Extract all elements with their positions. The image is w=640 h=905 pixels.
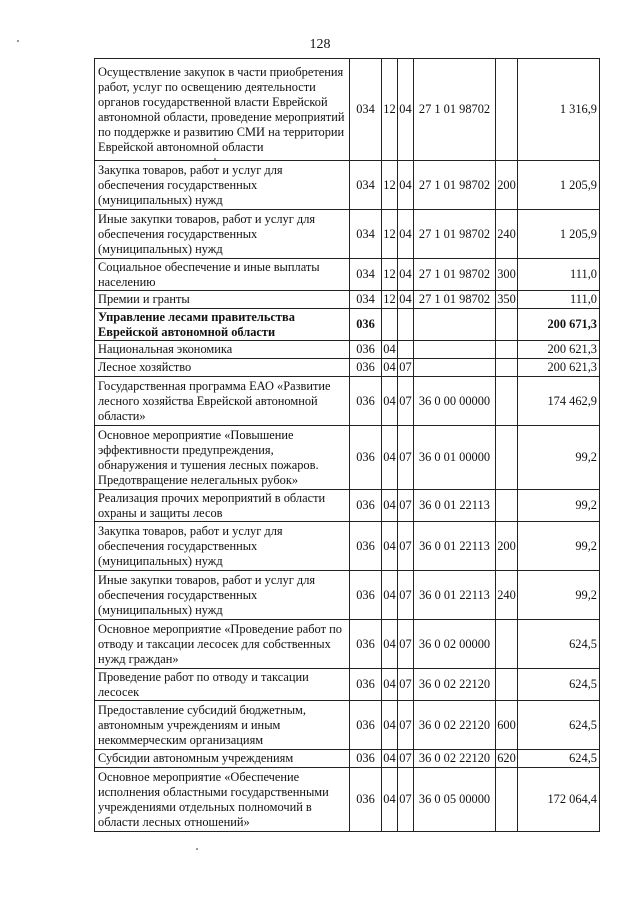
row-grbs-code: 036 xyxy=(350,750,382,768)
row-expense-type xyxy=(496,768,518,832)
row-expense-type: 240 xyxy=(496,571,518,620)
row-amount: 624,5 xyxy=(518,620,600,669)
table-row xyxy=(95,620,600,669)
row-grbs-code: 036 xyxy=(350,359,382,377)
row-expense-type xyxy=(496,620,518,669)
row-subsection-code: 07 xyxy=(398,571,414,620)
row-name: Премии и гранты xyxy=(95,291,350,309)
row-name: Основное мероприятие «Проведение работ по отводу и таксации лесосек для собственных нужд граждан» xyxy=(95,620,350,669)
row-amount: 200 671,3 xyxy=(518,309,600,341)
row-expense-type xyxy=(496,377,518,426)
row-grbs-code: 034 xyxy=(350,259,382,291)
table-row xyxy=(95,426,600,490)
row-grbs-code: 036 xyxy=(350,620,382,669)
table-row xyxy=(95,490,600,522)
row-section-code: 04 xyxy=(382,359,398,377)
row-grbs-code: 036 xyxy=(350,522,382,571)
row-section-code: 04 xyxy=(382,490,398,522)
row-subsection-code: 07 xyxy=(398,490,414,522)
row-section-code: 04 xyxy=(382,669,398,701)
row-name: Закупка товаров, работ и услуг для обеспечения государственных (муниципальных) нужд xyxy=(95,522,350,571)
row-grbs-code: 036 xyxy=(350,309,382,341)
row-target-code: 27 1 01 98702 xyxy=(414,161,496,210)
row-subsection-code: 07 xyxy=(398,768,414,832)
row-section-code: 12 xyxy=(382,59,398,161)
row-amount: 172 064,4 xyxy=(518,768,600,832)
row-target-code: 36 0 02 00000 xyxy=(414,620,496,669)
table-row xyxy=(95,291,600,309)
row-grbs-code: 036 xyxy=(350,426,382,490)
row-grbs-code: 036 xyxy=(350,768,382,832)
row-grbs-code: 036 xyxy=(350,669,382,701)
row-target-code: 36 0 01 22113 xyxy=(414,522,496,571)
row-amount: 99,2 xyxy=(518,490,600,522)
row-amount: 1 316,9 xyxy=(518,59,600,161)
budget-table xyxy=(94,58,600,832)
row-name: Осуществление закупок в части приобретения работ, услуг по освещению деятельности органов государственной власти Еврейской автономной области, проведение мероприятий по поддержке и развитию СМИ на территории Еврейской автономной области xyxy=(95,59,350,161)
row-section-code: 04 xyxy=(382,571,398,620)
table-row xyxy=(95,522,600,571)
row-name: Субсидии автономным учреждениям xyxy=(95,750,350,768)
table-row xyxy=(95,210,600,259)
row-amount: 99,2 xyxy=(518,426,600,490)
row-expense-type: 620 xyxy=(496,750,518,768)
row-expense-type: 600 xyxy=(496,701,518,750)
row-grbs-code: 036 xyxy=(350,571,382,620)
row-section-code: 04 xyxy=(382,750,398,768)
row-name: Социальное обеспечение и иные выплаты населению xyxy=(95,259,350,291)
row-target-code: 36 0 01 00000 xyxy=(414,426,496,490)
row-target-code xyxy=(414,309,496,341)
row-subsection-code xyxy=(398,341,414,359)
row-subsection-code: 04 xyxy=(398,59,414,161)
row-target-code: 27 1 01 98702 xyxy=(414,59,496,161)
row-subsection-code: 07 xyxy=(398,426,414,490)
row-amount: 99,2 xyxy=(518,522,600,571)
row-section-code: 12 xyxy=(382,259,398,291)
row-name: Закупка товаров, работ и услуг для обеспечения государственных (муниципальных) нужд xyxy=(95,161,350,210)
row-subsection-code: 07 xyxy=(398,701,414,750)
row-section-code: 04 xyxy=(382,426,398,490)
row-grbs-code: 034 xyxy=(350,59,382,161)
row-name: Национальная экономика xyxy=(95,341,350,359)
row-expense-type: 300 xyxy=(496,259,518,291)
row-name: Иные закупки товаров, работ и услуг для обеспечения государственных (муниципальных) нужд xyxy=(95,571,350,620)
row-subsection-code: 07 xyxy=(398,522,414,571)
scan-speck xyxy=(196,848,198,850)
row-target-code: 36 0 01 22113 xyxy=(414,571,496,620)
row-expense-type: 350 xyxy=(496,291,518,309)
row-amount: 1 205,9 xyxy=(518,210,600,259)
row-amount: 1 205,9 xyxy=(518,161,600,210)
table-row xyxy=(95,359,600,377)
row-name: Реализация прочих мероприятий в области охраны и защиты лесов xyxy=(95,490,350,522)
row-grbs-code: 034 xyxy=(350,161,382,210)
row-target-code xyxy=(414,341,496,359)
row-grbs-code: 036 xyxy=(350,341,382,359)
row-grbs-code: 036 xyxy=(350,701,382,750)
row-amount: 200 621,3 xyxy=(518,359,600,377)
table-row xyxy=(95,701,600,750)
row-expense-type xyxy=(496,426,518,490)
table-row xyxy=(95,309,600,341)
scan-speck xyxy=(214,158,216,160)
row-subsection-code: 04 xyxy=(398,259,414,291)
row-section-code: 04 xyxy=(382,377,398,426)
row-expense-type xyxy=(496,59,518,161)
table-row xyxy=(95,768,600,832)
row-subsection-code: 04 xyxy=(398,291,414,309)
row-section-code: 04 xyxy=(382,341,398,359)
table-row xyxy=(95,750,600,768)
row-section-code: 04 xyxy=(382,768,398,832)
row-amount: 624,5 xyxy=(518,701,600,750)
table-row xyxy=(95,59,600,161)
row-subsection-code: 04 xyxy=(398,161,414,210)
row-amount: 174 462,9 xyxy=(518,377,600,426)
row-amount: 624,5 xyxy=(518,669,600,701)
row-subsection-code: 07 xyxy=(398,620,414,669)
row-target-code: 36 0 02 22120 xyxy=(414,701,496,750)
table-row xyxy=(95,341,600,359)
row-expense-type: 200 xyxy=(496,522,518,571)
row-grbs-code: 036 xyxy=(350,490,382,522)
row-amount: 111,0 xyxy=(518,259,600,291)
row-subsection-code: 07 xyxy=(398,359,414,377)
row-amount: 200 621,3 xyxy=(518,341,600,359)
row-grbs-code: 034 xyxy=(350,210,382,259)
table-row xyxy=(95,161,600,210)
row-name: Лесное хозяйство xyxy=(95,359,350,377)
row-target-code: 36 0 02 22120 xyxy=(414,669,496,701)
row-subsection-code: 07 xyxy=(398,377,414,426)
row-amount: 624,5 xyxy=(518,750,600,768)
row-expense-type xyxy=(496,669,518,701)
row-grbs-code: 036 xyxy=(350,377,382,426)
row-subsection-code: 07 xyxy=(398,669,414,701)
row-section-code: 04 xyxy=(382,620,398,669)
row-section-code: 12 xyxy=(382,161,398,210)
table-body xyxy=(95,59,600,832)
row-section-code: 12 xyxy=(382,291,398,309)
row-subsection-code: 07 xyxy=(398,750,414,768)
row-subsection-code xyxy=(398,309,414,341)
row-target-code: 27 1 01 98702 xyxy=(414,259,496,291)
row-name: Основное мероприятие «Повышение эффективности предупреждения, обнаружения и тушения лесных пожаров. Предотвращение нелегальных рубок» xyxy=(95,426,350,490)
row-grbs-code: 034 xyxy=(350,291,382,309)
table-row xyxy=(95,571,600,620)
row-amount: 111,0 xyxy=(518,291,600,309)
row-name: Предоставление субсидий бюджетным, автономным учреждениям и иным некоммерческим организациям xyxy=(95,701,350,750)
row-section-code: 04 xyxy=(382,522,398,571)
row-target-code: 36 0 01 22113 xyxy=(414,490,496,522)
row-target-code: 36 0 05 00000 xyxy=(414,768,496,832)
row-target-code xyxy=(414,359,496,377)
row-subsection-code: 04 xyxy=(398,210,414,259)
row-section-code: 12 xyxy=(382,210,398,259)
row-expense-type: 240 xyxy=(496,210,518,259)
row-expense-type xyxy=(496,309,518,341)
row-name: Управление лесами правительства Еврейской автономной области xyxy=(95,309,350,341)
row-target-code: 36 0 00 00000 xyxy=(414,377,496,426)
row-target-code: 27 1 01 98702 xyxy=(414,210,496,259)
row-expense-type xyxy=(496,359,518,377)
row-expense-type: 200 xyxy=(496,161,518,210)
row-name: Государственная программа ЕАО «Развитие лесного хозяйства Еврейской автономной области» xyxy=(95,377,350,426)
row-amount: 99,2 xyxy=(518,571,600,620)
row-expense-type xyxy=(496,490,518,522)
row-name: Проведение работ по отводу и таксации лесосек xyxy=(95,669,350,701)
row-expense-type xyxy=(496,341,518,359)
row-target-code: 36 0 02 22120 xyxy=(414,750,496,768)
page-number: 128 xyxy=(309,37,331,52)
row-name: Иные закупки товаров, работ и услуг для обеспечения государственных (муниципальных) нужд xyxy=(95,210,350,259)
table-row xyxy=(95,669,600,701)
table-row xyxy=(95,377,600,426)
row-target-code: 27 1 01 98702 xyxy=(414,291,496,309)
scan-speck xyxy=(17,40,19,42)
row-section-code: 04 xyxy=(382,701,398,750)
table-row xyxy=(95,259,600,291)
row-name: Основное мероприятие «Обеспечение исполнения областными государственными учреждениями отдельных полномочий в области лесных отношений» xyxy=(95,768,350,832)
row-section-code xyxy=(382,309,398,341)
